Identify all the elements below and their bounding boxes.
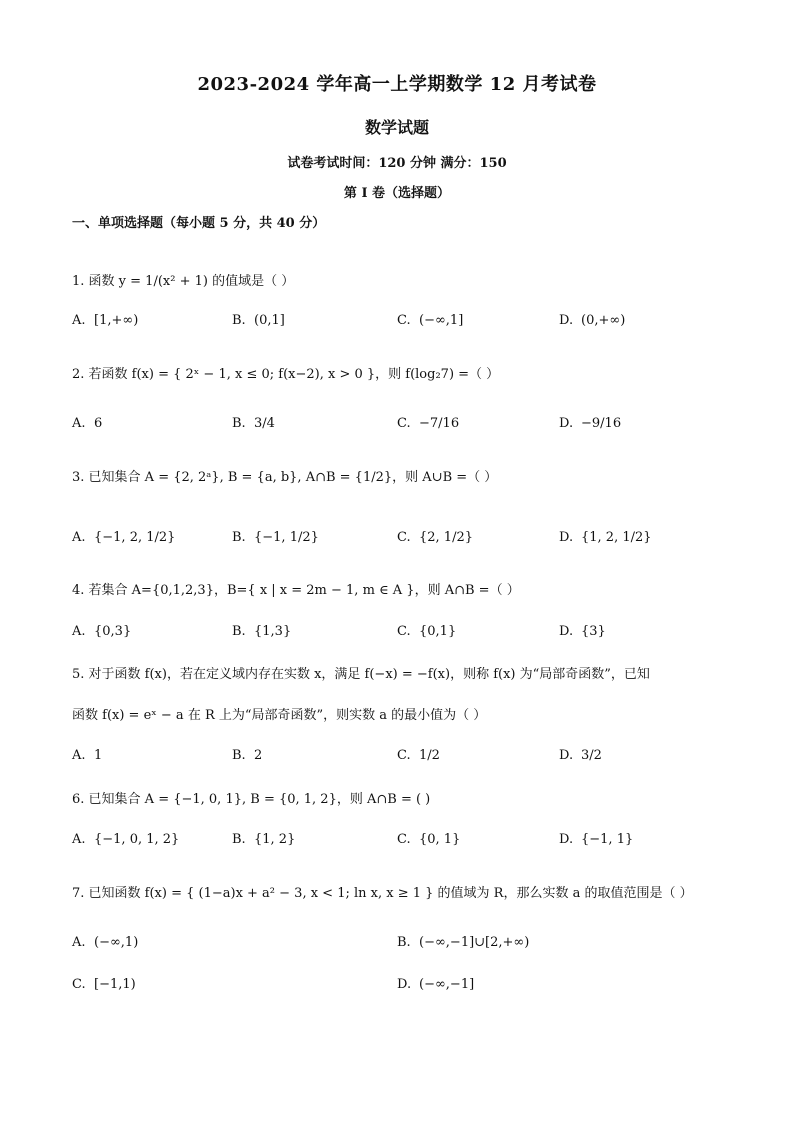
- option-c[interactable]: [397, 416, 459, 431]
- option-text: {−1, 0, 1, 2}: [94, 832, 180, 847]
- option-text: {0, 1}: [419, 832, 461, 847]
- question-7-options-row2: [72, 977, 732, 1005]
- option-c[interactable]: [397, 530, 473, 545]
- option-text: {1, 2}: [254, 832, 296, 847]
- question-3-options: [72, 530, 732, 558]
- option-d[interactable]: [559, 748, 602, 763]
- option-a[interactable]: [72, 313, 138, 328]
- option-label: C.: [397, 530, 411, 545]
- option-text: 2: [254, 748, 263, 763]
- option-label: B.: [232, 624, 246, 639]
- option-d[interactable]: [559, 530, 652, 545]
- option-label: C.: [397, 624, 411, 639]
- option-a[interactable]: [72, 832, 179, 847]
- option-label: C.: [397, 313, 411, 328]
- question-5-stem: 5. 对于函数 f(x)，若在定义域内存在实数 x，满足 f(−x) = −f(x)，则称 f(x) 为“局部奇函数”，已知: [72, 667, 650, 682]
- question-6-stem: 6. 已知集合 A = {−1, 0, 1}, B = {0, 1, 2}，则 A∩B = ( ): [72, 792, 431, 807]
- option-d[interactable]: [559, 624, 606, 639]
- question-2-options: [72, 416, 732, 444]
- option-text: 6: [94, 416, 103, 431]
- option-label: A.: [72, 832, 86, 847]
- option-label: D.: [397, 977, 412, 992]
- option-text: (−∞,−1]: [419, 977, 475, 992]
- option-text: −9/16: [581, 416, 622, 431]
- option-label: D.: [559, 416, 574, 431]
- option-text: 3/2: [581, 748, 602, 763]
- question-5-stem-line2: 函数 f(x) = eˣ − a 在 R 上为“局部奇函数”，则实数 a 的最小值为（ ）: [72, 708, 487, 723]
- option-d[interactable]: [397, 977, 474, 992]
- option-a[interactable]: [72, 748, 102, 763]
- option-text: 1/2: [419, 748, 440, 763]
- option-text: {2, 1/2}: [419, 530, 473, 545]
- option-label: C.: [397, 832, 411, 847]
- option-label: A.: [72, 313, 86, 328]
- option-text: (−∞,1): [94, 935, 139, 950]
- question-5-options: [72, 748, 732, 776]
- option-text: [1,+∞): [94, 313, 139, 328]
- option-b[interactable]: [232, 313, 285, 328]
- question-7-options-row1: [72, 935, 732, 963]
- question-6-options: [72, 832, 732, 860]
- option-label: A.: [72, 748, 86, 763]
- option-text: {−1, 1}: [581, 832, 634, 847]
- option-text: −7/16: [419, 416, 460, 431]
- option-c[interactable]: [397, 313, 463, 328]
- section-title: 一、单项选择题（每小题 5 分，共 40 分）: [72, 216, 326, 231]
- option-text: (−∞,1]: [419, 313, 464, 328]
- option-label: C.: [72, 977, 86, 992]
- question-4-stem: 4. 若集合 A={0,1,2,3}，B={ x | x = 2m − 1, m ∈ A }，则 A∩B =（ ）: [72, 583, 520, 598]
- option-label: B.: [232, 748, 246, 763]
- option-c[interactable]: [397, 624, 456, 639]
- option-text: {−1, 2, 1/2}: [94, 530, 176, 545]
- option-text: 3/4: [254, 416, 275, 431]
- option-text: {−1, 1/2}: [254, 530, 319, 545]
- option-label: B.: [232, 530, 246, 545]
- option-b[interactable]: [232, 416, 275, 431]
- option-label: A.: [72, 935, 86, 950]
- option-text: (0,+∞): [581, 313, 626, 328]
- option-label: D.: [559, 832, 574, 847]
- option-label: A.: [72, 624, 86, 639]
- option-d[interactable]: [559, 313, 625, 328]
- option-a[interactable]: [72, 530, 175, 545]
- option-label: A.: [72, 530, 86, 545]
- option-text: {3}: [581, 624, 606, 639]
- option-text: 1: [94, 748, 103, 763]
- option-b[interactable]: [232, 832, 295, 847]
- option-c[interactable]: [397, 748, 440, 763]
- option-label: D.: [559, 530, 574, 545]
- question-1-stem: 1. 函数 y = 1/(x² + 1) 的值域是（ ）: [72, 274, 295, 289]
- option-a[interactable]: [72, 624, 131, 639]
- option-a[interactable]: [72, 935, 138, 950]
- option-d[interactable]: [559, 416, 621, 431]
- option-label: D.: [559, 748, 574, 763]
- exam-subtitle: 数学试题: [364, 118, 429, 137]
- option-text: [−1,1): [94, 977, 136, 992]
- option-text: {0,3}: [94, 624, 132, 639]
- option-d[interactable]: [559, 832, 633, 847]
- option-c[interactable]: [397, 832, 460, 847]
- option-b[interactable]: [232, 624, 291, 639]
- option-label: B.: [397, 935, 411, 950]
- option-b[interactable]: [232, 530, 319, 545]
- option-text: {0,1}: [419, 624, 457, 639]
- option-text: (0,1]: [254, 313, 285, 328]
- option-label: B.: [232, 313, 246, 328]
- option-label: B.: [232, 832, 246, 847]
- option-label: C.: [397, 416, 411, 431]
- exam-info: 试卷考试时间：120 分钟 满分：150: [287, 156, 507, 171]
- option-label: B.: [232, 416, 246, 431]
- option-label: C.: [397, 748, 411, 763]
- question-4-options: [72, 624, 732, 652]
- option-a[interactable]: [72, 416, 102, 431]
- option-b[interactable]: [397, 935, 529, 950]
- option-text: {1,3}: [254, 624, 292, 639]
- question-7-stem: 7. 已知函数 f(x) = { (1−a)x + a² − 3, x < 1; ln x, x ≥ 1 } 的值域为 R，那么实数 a 的取值范围是（ ）: [72, 886, 693, 901]
- part-heading: 第 I 卷（选择题）: [343, 186, 451, 201]
- option-text: (−∞,−1]∪[2,+∞): [419, 935, 530, 950]
- option-label: A.: [72, 416, 86, 431]
- option-c[interactable]: [72, 977, 136, 992]
- option-b[interactable]: [232, 748, 262, 763]
- question-1-options: [72, 313, 732, 341]
- exam-title: 2023-2024 学年高一上学期数学 12 月考试卷: [197, 74, 597, 95]
- option-label: D.: [559, 624, 574, 639]
- option-label: D.: [559, 313, 574, 328]
- question-3-stem: 3. 已知集合 A = {2, 2ᵃ}, B = {a, b}, A∩B = {1/2}，则 A∪B =（ ）: [72, 470, 498, 485]
- option-text: {1, 2, 1/2}: [581, 530, 652, 545]
- question-2-stem: 2. 若函数 f(x) = { 2ˣ − 1, x ≤ 0; f(x−2), x > 0 }，则 f(log₂7) =（ ）: [72, 367, 500, 382]
